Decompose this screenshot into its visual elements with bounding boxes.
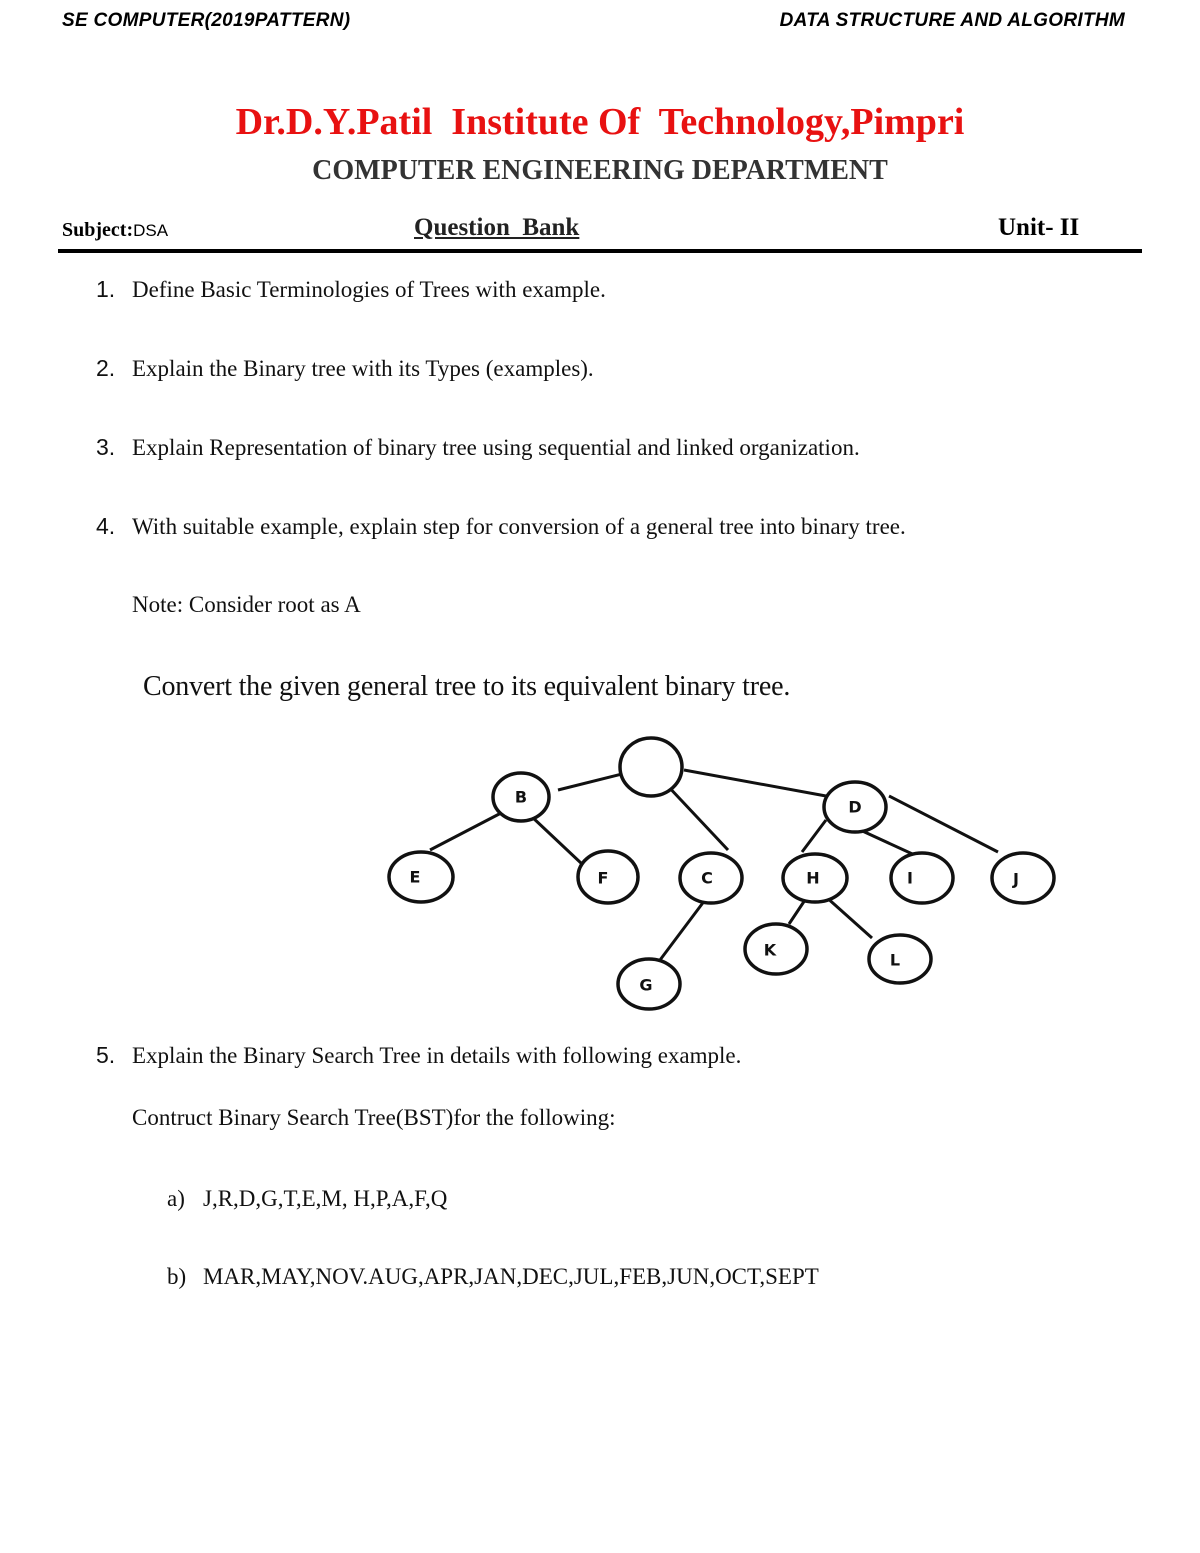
node-label-i: I	[907, 868, 913, 888]
question-number: 5.	[96, 1042, 116, 1068]
subject-value: DSA	[133, 221, 169, 240]
question-2	[96, 355, 594, 382]
edge-h-l	[825, 896, 872, 938]
item-text: J,R,D,G,T,E,M, H,P,A,F,Q	[203, 1186, 448, 1211]
running-header-right: DATA STRUCTURE AND ALGORITHM	[779, 10, 1125, 31]
node-label-b: B	[514, 787, 528, 807]
q4-note: Note: Consider root as A	[132, 592, 361, 617]
question-4	[96, 513, 906, 540]
edge-b-e	[430, 812, 503, 850]
node-j	[992, 853, 1054, 903]
node-label-g: G	[639, 975, 653, 995]
edge-d-j	[889, 796, 998, 852]
node-i	[891, 853, 953, 903]
node-root	[620, 738, 682, 796]
node-label-f: F	[597, 868, 609, 888]
node-label-c: C	[701, 868, 713, 888]
unit-label: Unit- II	[998, 214, 1080, 241]
question-text: Explain Representation of binary tree using sequential and linked organization.	[132, 435, 860, 460]
question-number: 4.	[96, 513, 116, 539]
question-text: With suitable example, explain step for conversion of a general tree into binary tree.	[132, 514, 906, 539]
node-label-d: D	[848, 797, 862, 817]
department-title: COMPUTER ENGINEERING DEPARTMENT	[312, 155, 888, 186]
edge-root-c	[665, 783, 728, 850]
item-marker: b)	[167, 1264, 187, 1289]
node-label-h: H	[806, 868, 820, 888]
subject-line	[62, 219, 168, 242]
edge-root-d	[684, 770, 826, 796]
general-tree-figure	[370, 720, 1070, 1020]
header-divider	[58, 249, 1142, 253]
question-number: 2.	[96, 355, 116, 381]
node-label-l: L	[889, 950, 901, 970]
q5-prompt: Contruct Binary Search Tree(BST)for the following:	[132, 1105, 616, 1130]
q5-item-a	[167, 1186, 447, 1212]
question-3	[96, 434, 860, 461]
edge-h-k	[789, 900, 805, 924]
tree-figure-caption: Convert the given general tree to its equivalent binary tree.	[143, 671, 791, 702]
question-text: Explain the Binary tree with its Types (examples).	[132, 356, 594, 381]
node-label-j: J	[1013, 869, 1019, 889]
edge-c-g	[660, 896, 708, 960]
question-5	[96, 1042, 741, 1069]
question-text: Explain the Binary Search Tree in details with following example.	[132, 1043, 742, 1068]
q5-item-b	[167, 1264, 819, 1290]
document-type: Question Bank	[414, 214, 580, 241]
node-label-k: K	[763, 940, 777, 960]
question-number: 3.	[96, 434, 116, 460]
question-1	[96, 276, 606, 303]
node-e	[389, 852, 453, 902]
institute-title: Dr.D.Y.Patil Institute Of Technology,Pimpri	[235, 101, 965, 143]
edge-b-f	[531, 816, 582, 864]
node-label-e: E	[409, 867, 421, 887]
question-number: 1.	[96, 276, 116, 302]
item-marker: a)	[167, 1186, 185, 1211]
edge-d-h	[802, 820, 826, 852]
question-text: Define Basic Terminologies of Trees with example.	[132, 277, 606, 302]
subject-label: Subject:	[62, 219, 134, 241]
item-text: MAR,MAY,NOV.AUG,APR,JAN,DEC,JUL,FEB,JUN,OCT,SEPT	[203, 1264, 819, 1289]
running-header-left: SE COMPUTER(2019PATTERN)	[62, 10, 351, 31]
